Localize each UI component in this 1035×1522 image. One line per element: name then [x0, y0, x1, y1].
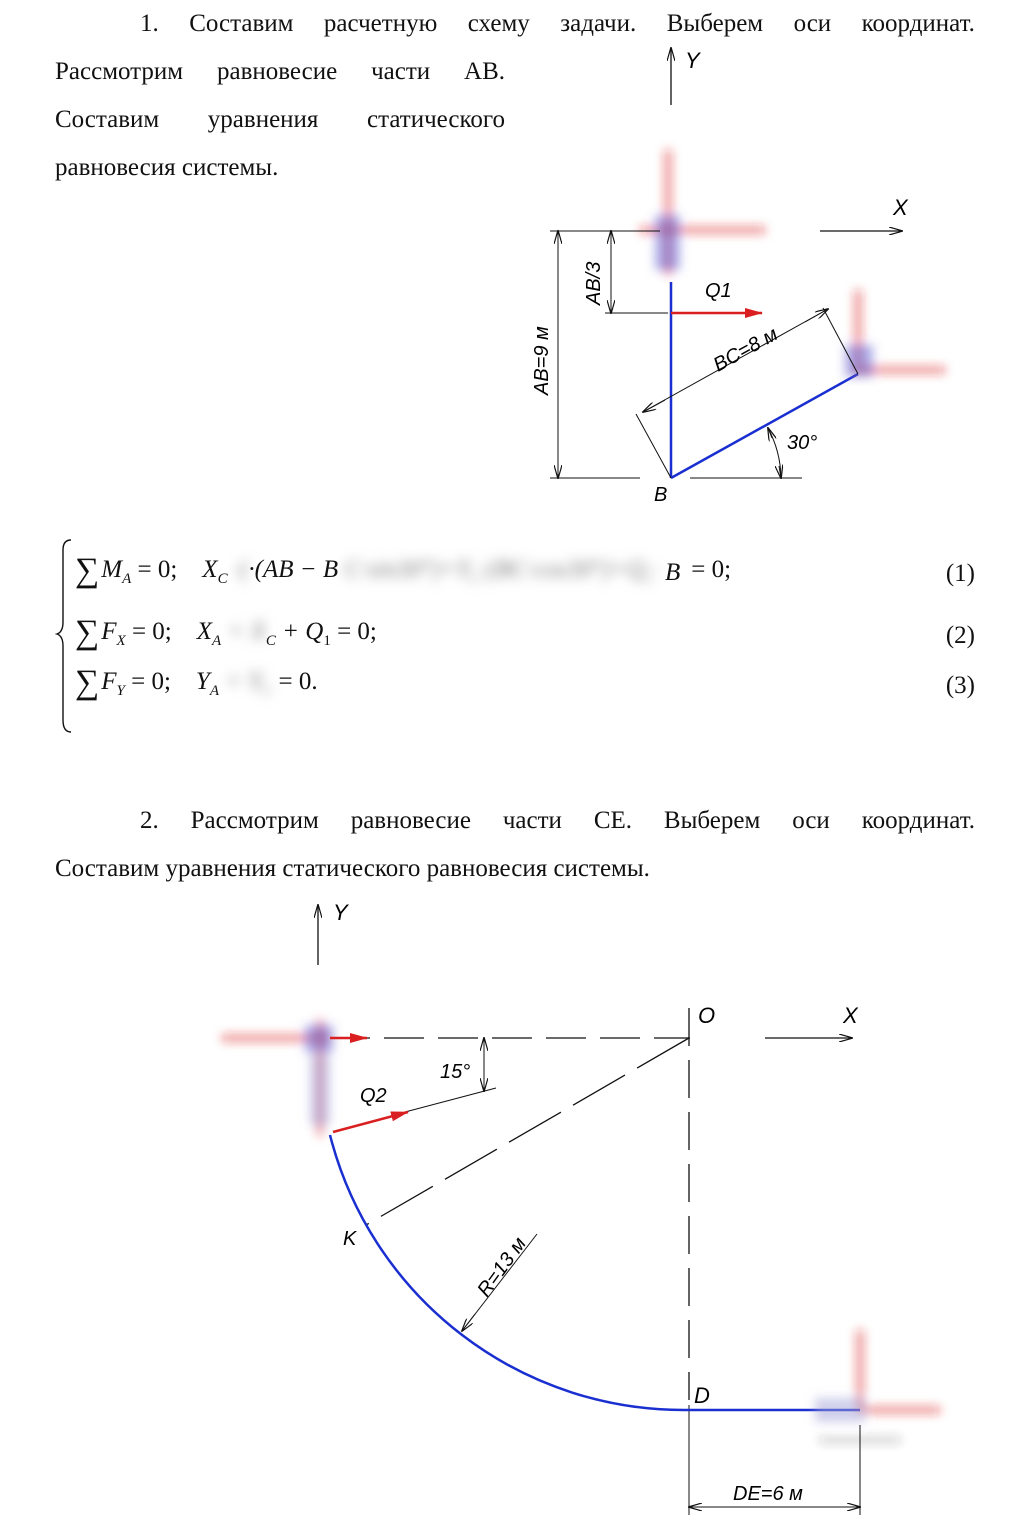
equation-1: $\sum M_A = 0$; $X_C \cdot(\cdot(AB - B$ $C\cdot\sin 30^\circ)+Y_C\cdot(BC\cdot\cos 30^\circ)+Q_1\cdot$ B = 0; [75, 552, 732, 589]
word: части [371, 58, 431, 85]
word: оси [793, 10, 832, 37]
y-axis-label: Y [333, 900, 348, 925]
force-q1-label: Q1 [705, 280, 732, 302]
dim-bc-label: BC=8 м [709, 323, 782, 377]
word: расчетную [323, 10, 438, 37]
word: Составим [189, 10, 294, 37]
word: оси [792, 807, 830, 834]
member-bc [671, 374, 858, 478]
word: 2. [140, 807, 159, 834]
word: СЕ. [593, 807, 633, 834]
diagram-part-ab [0, 0, 1035, 520]
dim-ab-label: AB=9 м [531, 326, 553, 395]
word: Составим [55, 106, 160, 133]
x-axis-label: X [893, 195, 908, 220]
word: Рассмотрим [190, 807, 319, 834]
word: уравнения [207, 106, 319, 133]
equation-3: $\sum F_Y = 0$; $Y_A + Y_C = 0$. [75, 664, 318, 701]
section1-line4: равновесия системы. [55, 154, 279, 181]
word: равновесие [216, 58, 338, 85]
diagram-part-ce [0, 890, 1035, 1522]
radius-line-ok [366, 1038, 689, 1225]
support-c-blurred [845, 290, 945, 377]
system-brace [55, 536, 75, 736]
section2-line2: Составим уравнения статического равновесия системы. [55, 855, 650, 882]
word: части [502, 807, 562, 834]
word: равновесие [350, 807, 471, 834]
section2-line1 [55, 797, 975, 845]
dim-de-label: DE=6 м [733, 1483, 803, 1505]
point-b-label: B [654, 484, 668, 506]
word: Рассмотрим [55, 58, 184, 85]
blurred-term: $C\cdot\sin 30^\circ)+Y_C\cdot(BC\cdot\cos 30^\circ)+Q_1\cdot$ [344, 556, 659, 587]
blurred-term: + X [227, 618, 266, 645]
word: координат. [861, 807, 975, 834]
support-a-blurred [640, 150, 765, 275]
dim-ab3-label: AB/3 [583, 261, 605, 305]
word: схему [467, 10, 530, 37]
word: задачи. [560, 10, 637, 37]
radius-label: R=13 м [473, 1233, 531, 1301]
equation-2-number: (2) [945, 622, 975, 649]
angle-15-label: 15° [440, 1061, 471, 1083]
support-e-blurred [815, 1330, 940, 1440]
word: 1. [140, 10, 159, 37]
word: АВ. [464, 58, 505, 85]
word: координат. [861, 10, 975, 37]
blurred-term: + $Y_C$ [225, 668, 273, 699]
point-o-label: O [698, 1003, 716, 1028]
equation-1-number: (1) [945, 560, 975, 587]
word: Выберем [663, 807, 761, 834]
x-axis-label: X [843, 1003, 858, 1028]
blurred-term: ·( [233, 556, 249, 583]
support-c-blurred [222, 1020, 333, 1135]
point-k-label: K [343, 1228, 357, 1250]
force-q2-label: Q2 [360, 1085, 387, 1107]
angle-30-label: 30° [787, 432, 818, 454]
equation-system [55, 536, 975, 736]
force-q2-arrow [333, 1112, 408, 1132]
word: Выберем [666, 10, 764, 37]
equation-3-number: (3) [945, 672, 975, 699]
section2-paragraph [55, 797, 975, 893]
word: статического [367, 106, 505, 133]
point-d-label: D [694, 1383, 710, 1408]
y-axis-label: Y [685, 48, 700, 73]
equation-2: $\sum F_X = 0$; $X_A + X_C + Q_1 = 0$; [75, 614, 377, 651]
